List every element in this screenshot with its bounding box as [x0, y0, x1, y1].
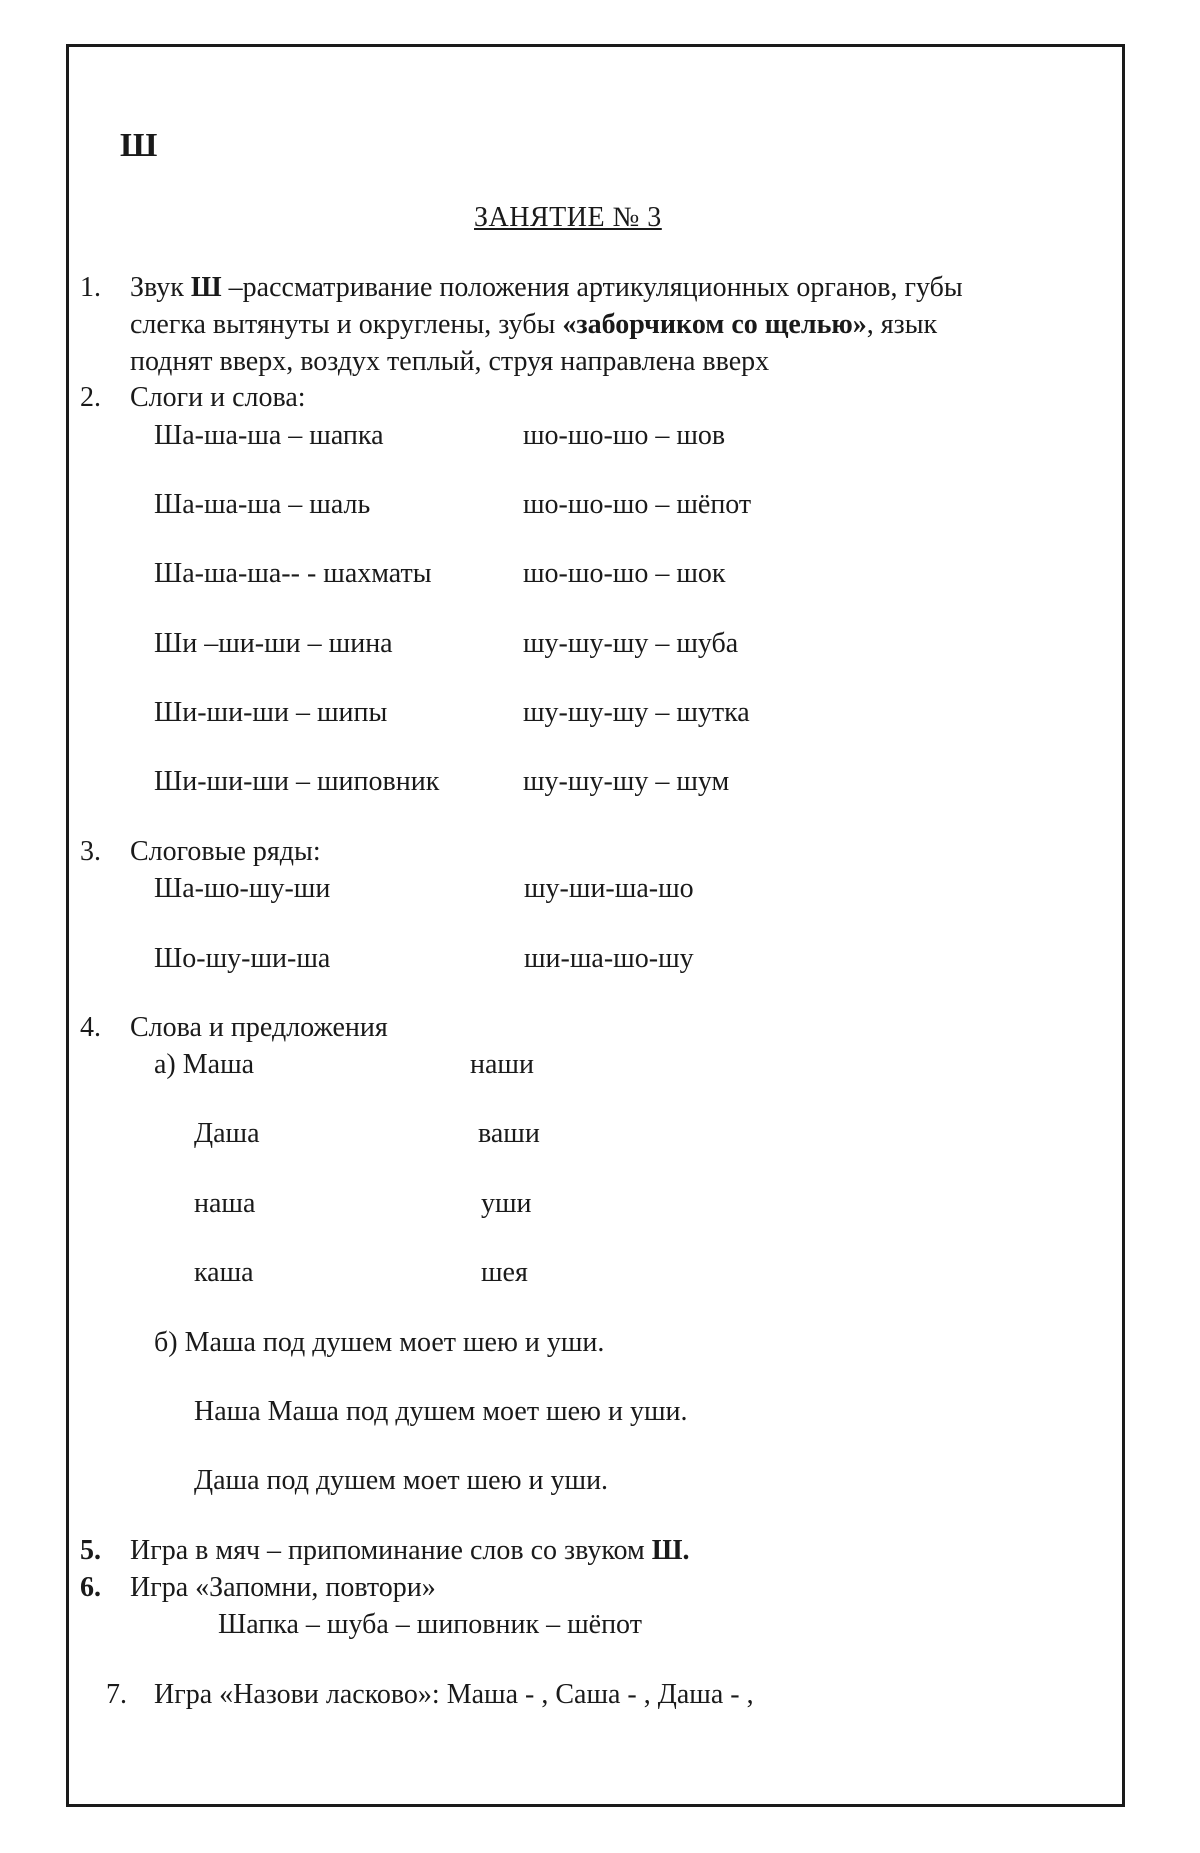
- item-1-number: 1.: [80, 272, 101, 303]
- item-7-text: Игра «Назови ласково»: Маша - , Саша - , Даша - ,: [154, 1679, 754, 1710]
- word-right: ваши: [478, 1118, 540, 1149]
- word-right: уши: [481, 1188, 532, 1219]
- syllable-left: Ши –ши-ши – шина: [154, 628, 393, 659]
- sentence: б) Маша под душем моет шею и уши.: [154, 1327, 605, 1358]
- item-1-line-2: слегка вытянуты и округлены, зубы «заборчиком со щелью», язык: [130, 309, 938, 340]
- word-left: Даша: [194, 1118, 260, 1149]
- syllable-left: Ша-ша-ша – шапка: [154, 420, 384, 451]
- sentence: Даша под душем моет шею и уши.: [194, 1465, 609, 1496]
- item-1-line-1: Звук Ш –рассматривание положения артикуляционных органов, губы: [130, 272, 963, 303]
- syllable-row-left: Ша-шо-шу-ши: [154, 873, 331, 904]
- syllable-right: шо-шо-шо – шок: [523, 558, 726, 589]
- syllable-right: шо-шо-шо – шёпот: [523, 489, 752, 520]
- lesson-title: ЗАНЯТИЕ № 3: [474, 202, 662, 233]
- item-7-number: 7.: [106, 1679, 127, 1710]
- syllable-right: шу-шу-шу – шум: [523, 766, 730, 797]
- item-1-line-3: поднят вверх, воздух теплый, струя направлена вверх: [130, 346, 770, 377]
- word-right: шея: [481, 1257, 528, 1288]
- word-left: наша: [194, 1188, 256, 1219]
- syllable-row-right: шу-ши-ша-шо: [524, 873, 694, 904]
- item-5-number: 5.: [80, 1535, 101, 1566]
- word-right: наши: [470, 1049, 534, 1080]
- item-5-text: Игра в мяч – припоминание слов со звуком Ш.: [130, 1535, 690, 1566]
- syllable-row-left: Шо-шу-ши-ша: [154, 943, 331, 974]
- item-4-number: 4.: [80, 1012, 101, 1043]
- item-2-label: Слоги и слова:: [130, 382, 306, 413]
- syllable-left: Ша-ша-ша-- - шахматы: [154, 558, 432, 589]
- item-2-number: 2.: [80, 382, 101, 413]
- item-6-sequence: Шапка – шуба – шиповник – шёпот: [218, 1609, 642, 1640]
- item-6-number: 6.: [80, 1572, 101, 1603]
- word-left: а) Маша: [154, 1049, 255, 1080]
- item-4-label: Слова и предложения: [130, 1012, 388, 1043]
- syllable-right: шу-шу-шу – шуба: [523, 628, 739, 659]
- syllable-left: Ши-ши-ши – шипы: [154, 697, 388, 728]
- heading-letter: Ш: [120, 127, 158, 164]
- sentence: Наша Маша под душем моет шею и уши.: [194, 1396, 688, 1427]
- syllable-right: шо-шо-шо – шов: [523, 420, 726, 451]
- syllable-left: Ши-ши-ши – шиповник: [154, 766, 440, 797]
- item-3-number: 3.: [80, 836, 101, 867]
- syllable-right: шу-шу-шу – шутка: [523, 697, 750, 728]
- syllable-row-right: ши-ша-шо-шу: [524, 943, 694, 974]
- word-left: каша: [194, 1257, 254, 1288]
- syllable-left: Ша-ша-ша – шаль: [154, 489, 371, 520]
- item-6-text: Игра «Запомни, повтори»: [130, 1572, 436, 1603]
- item-3-label: Слоговые ряды:: [130, 836, 321, 867]
